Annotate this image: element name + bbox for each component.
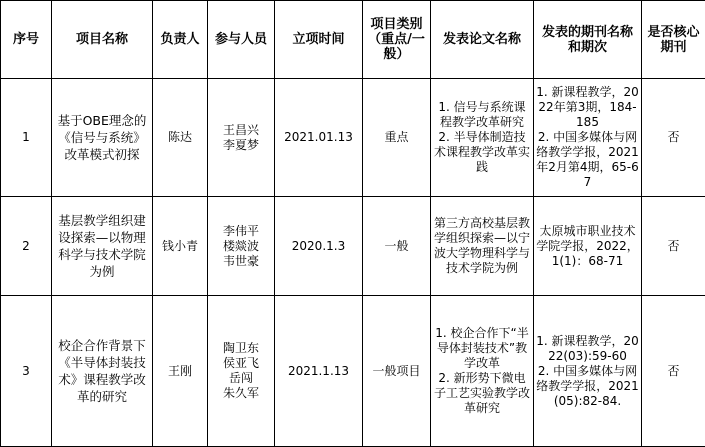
journal-entry: 1. 新课程教学，2022年第3期，184-185 — [536, 85, 639, 130]
paper-title: 2. 半导体制造技术课程教学改革实践 — [433, 130, 531, 175]
cell-leader: 钱小青 — [153, 197, 208, 296]
cell-core: 否 — [642, 197, 705, 296]
journal-entry: 1. 新课程教学，2022(03):59-60 — [536, 334, 639, 364]
participant-name: 李伟平 — [210, 224, 272, 239]
journal-entry: 太原城市职业技术学院学报，2022，1(1)：68-71 — [536, 224, 639, 269]
journal-entry: 2. 中国多媒体与网络教学学报，2021(05):82-84. — [536, 364, 639, 409]
header-leader: 负责人 — [153, 1, 208, 79]
cell-journals — [534, 296, 642, 447]
cell-start-date: 2020.1.3 — [275, 197, 363, 296]
cell-leader: 王刚 — [153, 296, 208, 447]
paper-title: 1. 信号与系统课程教学改革研究 — [433, 100, 531, 130]
journal-entry: 2. 中国多媒体与网络教学学报，2021年2月第4期，65-67 — [536, 130, 639, 190]
cell-journals — [534, 79, 642, 197]
participant-name: 朱久军 — [210, 386, 272, 401]
cell-participants — [208, 296, 275, 447]
header-row — [1, 1, 705, 79]
cell-project-name: 基层教学组织建设探索—以物理科学与技术学院为例 — [52, 197, 153, 296]
table-row — [1, 79, 705, 197]
header-participants: 参与人员 — [208, 1, 275, 79]
cell-leader: 陈达 — [153, 79, 208, 197]
participant-name: 韦世豪 — [210, 254, 272, 269]
cell-start-date: 2021.1.13 — [275, 296, 363, 447]
header-start-date: 立项时间 — [275, 1, 363, 79]
header-journals: 发表的期刊名称和期次 — [534, 1, 642, 79]
header-category: 项目类别（重点/一般） — [363, 1, 431, 79]
participant-name: 李夏梦 — [210, 138, 272, 153]
paper-title: 1. 校企合作下“半导体封装技术”教学改革 — [433, 326, 531, 371]
cell-category: 重点 — [363, 79, 431, 197]
participant-name: 岳闯 — [210, 371, 272, 386]
paper-title: 2. 新形势下微电子工艺实验教学改革研究 — [433, 371, 531, 416]
header-core: 是否核心期刊 — [642, 1, 705, 79]
participant-name: 陶卫东 — [210, 341, 272, 356]
cell-start-date: 2021.01.13 — [275, 79, 363, 197]
cell-category: 一般 — [363, 197, 431, 296]
header-project-name: 项目名称 — [52, 1, 153, 79]
participant-name: 楼燚波 — [210, 239, 272, 254]
cell-project-name: 校企合作背景下《半导体封装技术》课程教学改革的研究 — [52, 296, 153, 447]
cell-journals — [534, 197, 642, 296]
cell-papers — [431, 79, 534, 197]
table-row — [1, 296, 705, 447]
header-papers: 发表论文名称 — [431, 1, 534, 79]
cell-core: 否 — [642, 79, 705, 197]
paper-title: 第三方高校基层教学组织探索—以宁波大学物理科学与技术学院为例 — [433, 216, 531, 276]
cell-index: 3 — [1, 296, 52, 447]
cell-papers — [431, 296, 534, 447]
participant-name: 侯亚飞 — [210, 356, 272, 371]
cell-category: 一般项目 — [363, 296, 431, 447]
header-index: 序号 — [1, 1, 52, 79]
cell-core: 否 — [642, 296, 705, 447]
cell-index: 2 — [1, 197, 52, 296]
cell-participants — [208, 197, 275, 296]
cell-participants — [208, 79, 275, 197]
participant-name: 王昌兴 — [210, 123, 272, 138]
cell-index: 1 — [1, 79, 52, 197]
table-row — [1, 197, 705, 296]
cell-papers — [431, 197, 534, 296]
cell-project-name: 基于OBE理念的《信号与系统》改革模式初探 — [52, 79, 153, 197]
